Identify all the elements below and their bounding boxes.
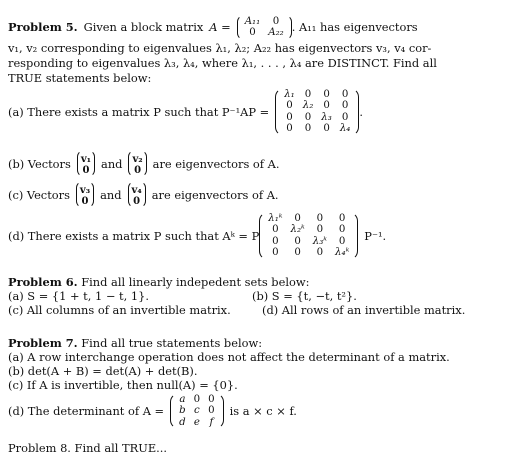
p5-d-matrix-cell: 0 [272, 247, 279, 259]
p7-d-matrix-cell: b [179, 405, 186, 417]
p5-block-matrix-cell: 0 [272, 16, 280, 27]
p5-block-matrix-cell: 0 [249, 27, 256, 39]
p7-d-matrix-cell: 0 [193, 394, 201, 405]
p5-line3: responding to eigenvalues λ₃, λ₄, where λ₁, . . . , λ₄ are DISTINCT. Find all [8, 56, 437, 70]
p5-a-matrix-cell: 0 [323, 123, 330, 135]
p5-b-and: and [101, 156, 123, 171]
p5-a-end: . [359, 104, 364, 119]
p7-heading: Problem 7. [8, 336, 78, 350]
p5-b-vector1-entry: v₁ [80, 154, 92, 165]
p5-a-text: (a) There exists a matrix P such that P⁻¹AP = [8, 104, 270, 119]
p5-option-d [8, 212, 386, 260]
p6-intro: Find all linearly indepedent sets below: [81, 275, 310, 289]
p6-heading: Problem 6. [8, 275, 78, 289]
p7-d-matrix-cell: f [209, 416, 214, 428]
p7-d-matrix-row [175, 405, 219, 416]
p5-b-vector2-entry: v₂ [132, 154, 143, 165]
p5-d-end: P⁻¹. [364, 228, 387, 243]
p5-b-vector2-entry: 0 [134, 165, 142, 176]
p5-b-vector1-entry: 0 [82, 165, 90, 176]
p5-d-text: (d) There exists a matrix P such that Aᵏ = P [8, 228, 260, 243]
p5-d-matrix-cell: λ₃ᵏ [312, 235, 328, 247]
p5-d-matrix-cell: 0 [294, 213, 301, 224]
p5-b-vector1 [77, 150, 95, 177]
p5-a-matrix-cell: 0 [304, 89, 312, 100]
p5-block-matrix-row [241, 16, 288, 27]
p6-option-c: (c) All columns of an invertible matrix. [8, 303, 231, 317]
p7-intro: Find all true statements below: [81, 336, 263, 350]
p5-block-matrix [237, 15, 292, 40]
p5-d-matrix-row [264, 224, 353, 235]
p7-option-c: (c) If A is invertible, then null(A) = {0}. [8, 378, 238, 392]
p5-option-a [8, 88, 363, 136]
p5-a-matrix-cell: λ₂ [302, 100, 314, 112]
p7-option-d [8, 393, 297, 429]
p5-c-vector2 [128, 181, 146, 208]
p5-A-eq: A = [209, 20, 231, 35]
footer-cutoff: Problem 8. Find all TRUE... [8, 441, 167, 455]
p5-b-text: (b) Vectors [8, 156, 71, 171]
p5-block-matrix-cell: A₁₁ [244, 16, 261, 27]
p6-line1 [8, 276, 309, 289]
p5-d-matrix-row [264, 236, 353, 247]
p5-a-matrix-row [280, 112, 354, 123]
p5-d-matrix-cell: 0 [272, 224, 279, 236]
p7-d-matrix-cell: 0 [208, 405, 215, 417]
p7-d-matrix-cell: d [179, 416, 186, 428]
p5-d-matrix-cell: 0 [294, 235, 301, 247]
p7-option-a: (a) A row interchange operation does not affect the determinant of a matrix. [8, 350, 450, 364]
p7-option-b: (b) det(A + B) = det(A) + det(B). [8, 364, 198, 378]
p5-block-matrix-cell: A₂₂ [268, 27, 284, 39]
p6-option-b: (b) S = {t, −t, t²}. [252, 289, 357, 303]
p5-a-matrix-cell: 0 [286, 111, 293, 123]
p7-d-matrix-cell: 0 [208, 394, 215, 405]
p7-d-matrix-cell: e [193, 416, 200, 428]
p5-d-matrix [259, 212, 358, 260]
p5-a-matrix-cell: 0 [286, 123, 293, 135]
p5-option-c [8, 181, 279, 208]
p5-a-matrix [275, 88, 359, 136]
p5-a-matrix-cell: 0 [323, 100, 330, 112]
p5-block-matrix-row [241, 27, 288, 38]
p5-d-matrix-row [264, 247, 353, 258]
p6-option-d: (d) All rows of an invertible matrix. [262, 303, 466, 317]
p5-d-matrix-cell: 0 [272, 235, 279, 247]
p5-a-matrix-cell: 0 [341, 111, 349, 123]
p5-a-matrix-cell: 0 [341, 100, 349, 112]
p5-a-matrix-row [280, 89, 354, 100]
p7-d-matrix-row [175, 394, 219, 405]
p5-c-vector1-entry: 0 [81, 196, 89, 207]
p5-c-and: and [100, 187, 122, 202]
p5-b-end: are eigenvectors of A. [152, 156, 280, 171]
p5-a-matrix-cell: 0 [286, 100, 293, 112]
p5-line2: v₁, v₂ corresponding to eigenvalues λ₁, λ₂; A₂₂ has eigenvectors v₃, v₄ cor- [8, 41, 432, 55]
p5-heading: Problem 5. [8, 20, 78, 35]
p6-option-a: (a) S = {1 + t, 1 − t, 1}. [8, 289, 149, 303]
p5-a-matrix-cell: λ₄ [339, 123, 351, 135]
p5-d-matrix-cell: 0 [294, 247, 301, 259]
p7-line1 [8, 337, 262, 350]
p5-intro: Given a block matrix [83, 20, 204, 35]
p5-c-vector2-entry: 0 [133, 196, 141, 207]
p5-a-matrix-row [280, 123, 354, 134]
p5-d-matrix-cell: 0 [316, 247, 324, 259]
p5-a-matrix-cell: λ₃ [321, 111, 332, 123]
p5-c-text: (c) Vectors [8, 187, 70, 202]
p5-b-vector2 [128, 150, 146, 177]
p7-d-matrix-cell: c [194, 405, 200, 417]
p5-c-vector1-entry: v₃ [79, 185, 91, 196]
p5-c-vector2-entry: v₄ [131, 185, 142, 196]
p5-d-matrix-cell: 0 [338, 235, 346, 247]
p5-a-matrix-cell: 0 [304, 111, 312, 123]
p7-d-matrix [170, 393, 224, 429]
p5-d-matrix-cell: 0 [316, 224, 324, 236]
p5-d-matrix-cell: λ₄ᵏ [335, 247, 350, 259]
p5-a-matrix-row [280, 100, 354, 111]
p5-intro-cont: . A₁₁ has eigenvectors [291, 20, 418, 35]
p5-a-matrix-cell: 0 [304, 123, 312, 135]
p5-d-matrix-row [264, 213, 353, 224]
p7-d-end: is a × c × f. [229, 404, 297, 419]
p5-d-matrix-cell: 0 [338, 213, 346, 224]
p7-d-matrix-row [175, 417, 219, 428]
p5-c-vector1 [76, 181, 94, 208]
p5-option-b [8, 150, 279, 177]
p5-d-matrix-cell: λ₂ᵏ [290, 224, 305, 236]
p5-d-matrix-cell: λ₁ᵏ [268, 213, 283, 224]
p5-a-matrix-cell: λ₁ [284, 89, 295, 100]
p5-d-matrix-cell: 0 [316, 213, 324, 224]
p7-d-text: (d) The determinant of A = [8, 404, 165, 419]
p5-d-matrix-cell: 0 [338, 224, 346, 236]
p5-c-end: are eigenvectors of A. [151, 187, 279, 202]
p5-line1 [8, 15, 418, 40]
p5-line4: TRUE statements below: [8, 71, 152, 85]
p5-a-matrix-cell: 0 [341, 89, 349, 100]
p5-a-matrix-cell: 0 [323, 89, 330, 100]
p7-d-matrix-cell: a [179, 394, 186, 405]
